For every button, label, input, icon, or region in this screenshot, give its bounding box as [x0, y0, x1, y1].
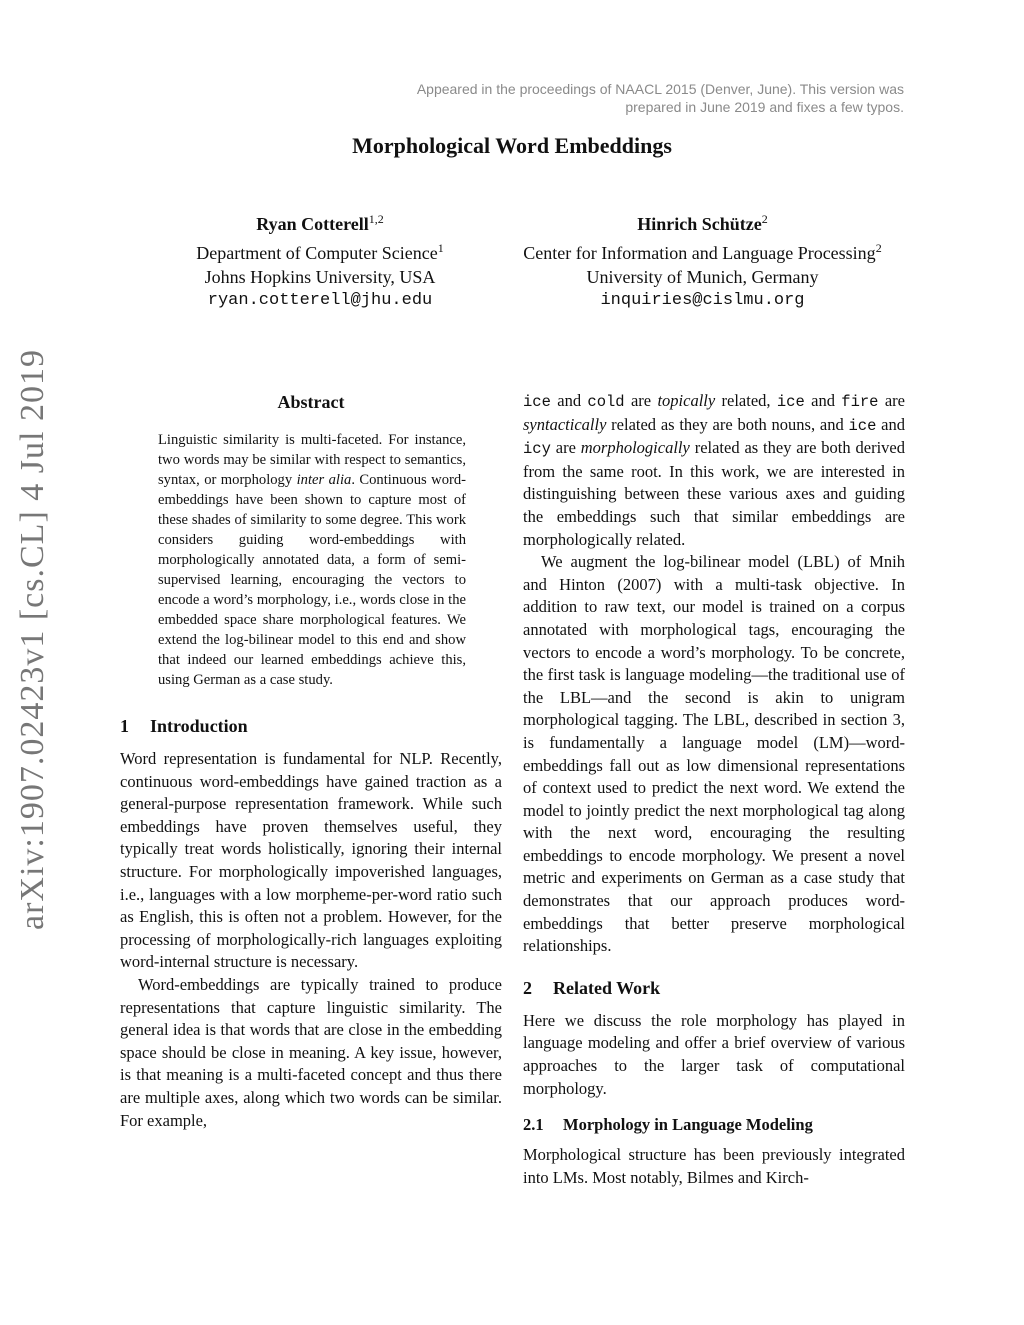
section-heading-introduction	[120, 714, 502, 738]
subsection-title: Morphology in Language Modeling	[563, 1115, 813, 1135]
word-cold: cold	[587, 393, 625, 411]
word-ice: ice	[523, 393, 551, 411]
author-affiliation: Department of Computer Science	[196, 243, 438, 263]
left-column	[120, 390, 502, 1132]
author-name: Hinrich Schütze	[637, 214, 762, 234]
text-and: and	[550, 391, 588, 410]
author-institution: Johns Hopkins University, USA	[204, 267, 436, 287]
term-morphologically: morphologically	[580, 438, 690, 458]
section-title: Related Work	[553, 977, 661, 998]
text-are: are	[878, 391, 905, 410]
author-affiliation: Center for Information and Language Processing	[523, 243, 876, 263]
word-fire: fire	[841, 393, 879, 411]
author-block-2	[490, 207, 915, 313]
term-topically: topically	[657, 391, 716, 410]
paper-title: Morphological Word Embeddings	[352, 133, 672, 158]
author-institution: University of Munich, Germany	[586, 267, 819, 287]
text-are: are	[550, 438, 581, 458]
author-sup: 2	[761, 212, 768, 226]
section-title: Introduction	[150, 716, 248, 736]
word-ice: ice	[776, 393, 805, 411]
right-paragraph-2: We augment the log-bilinear model (LBL) of Mnih and Hinton (2007) with a multi-task objective. In addition to raw text, our model is trained on a corpus annotated with morphological tags, encouraging the vectors to encode a word’s morphology. To be concrete, the first task is language modeling—the traditional use of the LBL—and the second is akin to unigram morphological tagging. The LBL, described in section 3, is fundamentally a language model (LM)—word-embeddings fall out as low dimensional representations of context used to predict the next word. We extend the model to jointly predict the next morphological tag along with the next word, encouraging the resulting embeddings to encode morphology. We present a novel metric and experiments on German as a case study that demonstrates that our approach produces word-embeddings that better preserve morphological relationships.	[523, 552, 905, 956]
abstract-part-2: . Continuous word-embeddings have been shown to capture most of these shades of similarity to some degree. This work considers guiding word-embeddings with morphologically annotated data, a form of semi-supervised learning, encouraging the vectors to encode a word’s morphology, i.e., words close in the embedded space share morphological features. We extend the log-bilinear model to this end and show that indeed our learned embeddings achieve this, using German as a case study.	[158, 472, 467, 688]
section-number: 1	[120, 716, 129, 736]
author-email[interactable]: inquiries@cislmu.org	[600, 291, 805, 310]
text-root: related as they are both derived from the same root. In this work, we are interested in distinguishing between these various axes and guiding the embeddings such that similar embeddings are morphologically related.	[523, 438, 905, 549]
subsection-number: 2.1	[523, 1115, 544, 1135]
author-email[interactable]: ryan.cotterell@jhu.edu	[207, 291, 433, 310]
word-ice: ice	[848, 416, 877, 435]
publication-notice	[344, 80, 904, 116]
notice-line-1: Appeared in the proceedings of NAACL 2015 (Denver, June). This version was	[416, 81, 904, 97]
abstract-text	[158, 430, 466, 690]
section-number: 2	[523, 977, 532, 998]
term-syntactically: syntactically	[523, 414, 607, 434]
arxiv-stamp: arXiv:1907.02423v1 [cs.CL] 4 Jul 2019	[14, 349, 51, 930]
right-paragraph-1	[523, 390, 905, 551]
notice-line-2: prepared in June 2019 and fixes a few typos.	[625, 99, 904, 115]
related-paragraph-1: Here we discuss the role morphology has played in language modeling and offer a brief overview of various approaches to the larger task of computational morphology.	[523, 1010, 905, 1098]
affiliation-sup: 1	[437, 241, 444, 255]
author-name: Ryan Cotterell	[256, 214, 369, 234]
author-block-1	[155, 207, 485, 313]
text-are: are	[624, 391, 658, 410]
abstract-part-1: Linguistic similarity is multi-faceted. For instance, two words may be similar with respect to semantics, syntax, or morphology	[158, 432, 466, 488]
intro-paragraph-2: Word-embeddings are typically trained to produce representations that capture linguistic similarity. The general idea is that words that are close in the embedding space should be close in meaning. A key issue, however, is that meaning is a multi-faceted concept and thus there are multiple axes, along which two words can be similar. For example,	[120, 974, 502, 1130]
subsection-heading-morphology-lm	[523, 1114, 905, 1136]
right-column	[523, 390, 905, 1189]
word-icy: icy	[523, 440, 551, 459]
abstract-inter-alia: inter alia	[296, 472, 352, 488]
related-paragraph-2: Morphological structure has been previously integrated into LMs. Most notably, Bilmes and Kirch-	[523, 1145, 905, 1187]
affiliation-sup: 2	[875, 241, 882, 255]
text-nouns: related as they are both nouns, and	[606, 414, 849, 434]
author-sup: 1,2	[368, 212, 384, 226]
text-related: related,	[715, 391, 777, 410]
section-heading-related-work	[523, 976, 905, 1000]
text-and: and	[804, 391, 842, 410]
text-and: and	[876, 414, 905, 434]
intro-paragraph-1: Word representation is fundamental for NLP. Recently, continuous word-embeddings have gained traction as a general-purpose representation framework. While such embeddings have proven themselves useful, they typically treat words holistically, ignoring their internal structure. For morphologically impoverished languages, i.e., languages with a low morpheme-per-word ratio such as English, this is often not a problem. However, for the processing of morphologically-rich languages exploiting word-internal structure is necessary.	[120, 749, 502, 972]
abstract-heading: Abstract	[277, 392, 345, 412]
